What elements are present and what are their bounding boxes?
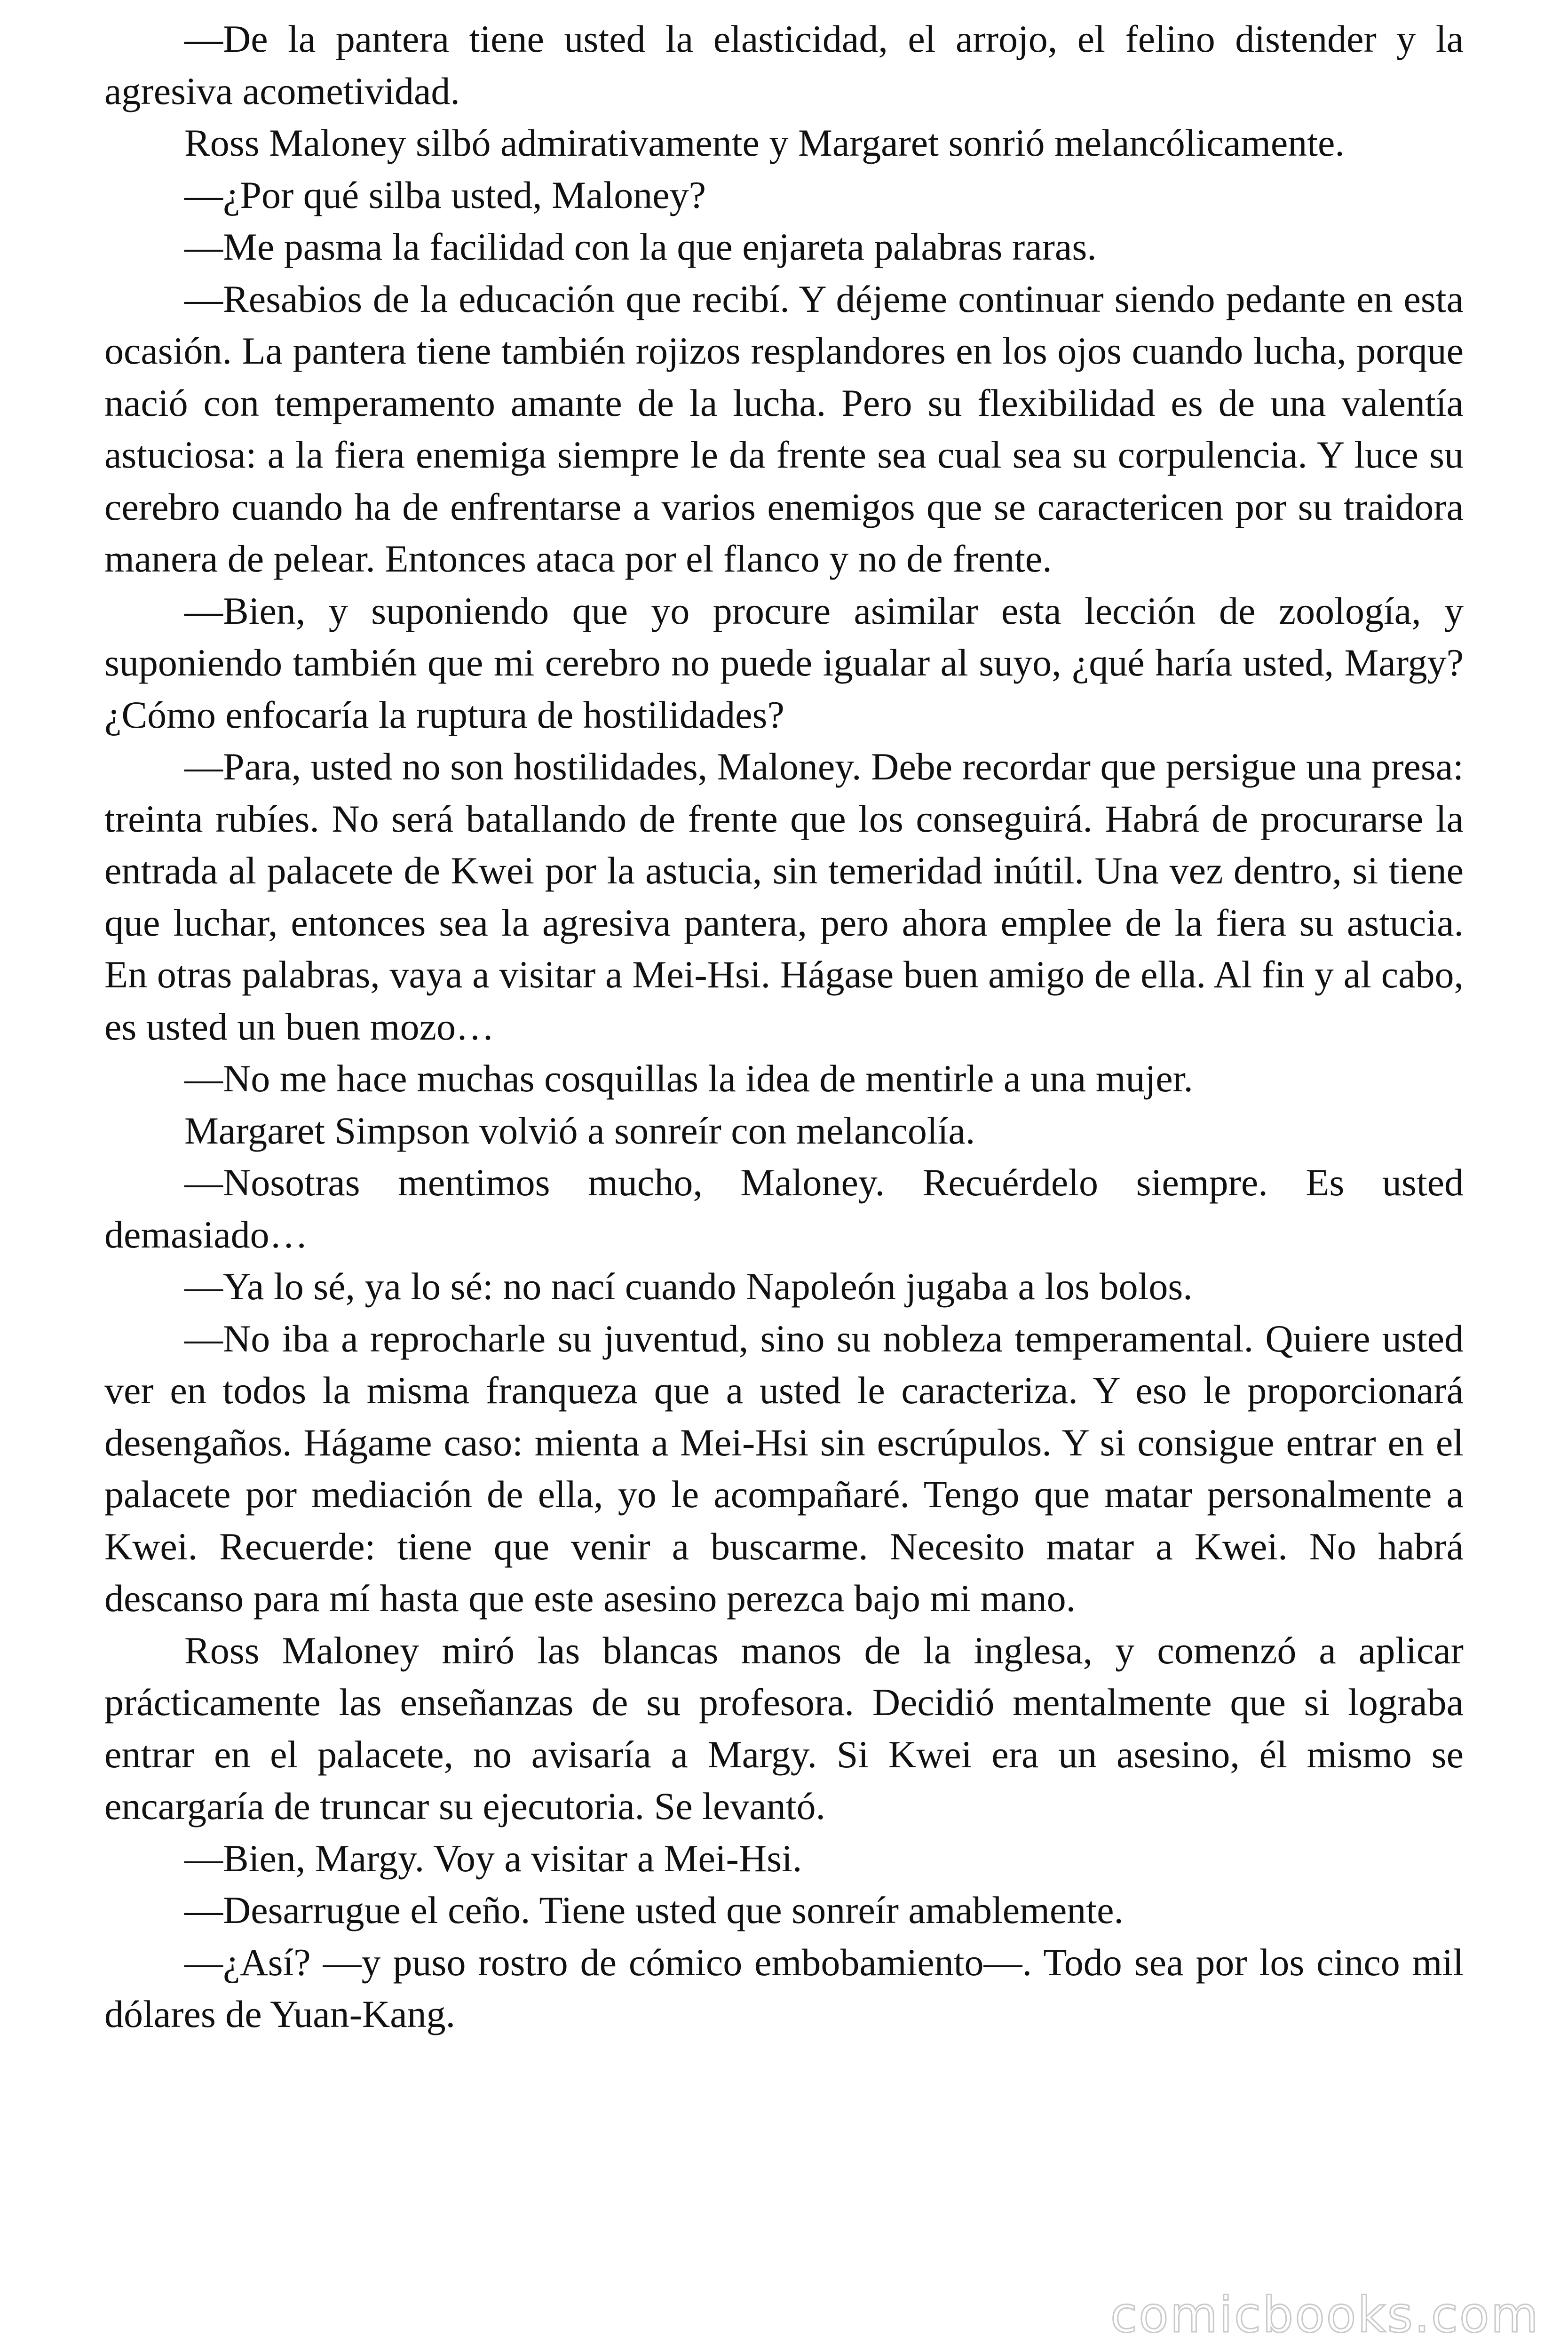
paragraph: —Ya lo sé, ya lo sé: no nací cuando Napoleón jugaba a los bolos.: [184, 1265, 1193, 1308]
paragraph: —De la pantera tiene usted la elasticidad, el arrojo, el felino distender y la agresiva acometividad.: [104, 17, 1464, 112]
paragraph: —Nosotras mentimos mucho, Maloney. Recuérdelo siempre. Es usted demasiado…: [104, 1161, 1464, 1256]
paragraph: —¿Por qué silba usted, Maloney?: [184, 173, 706, 216]
paragraph: —¿Así? —y puso rostro de cómico embobamiento—. Todo sea por los cinco mil dólares de Yuan-Kang.: [104, 1940, 1464, 2035]
paragraph: —No me hace muchas cosquillas la idea de mentirle a una mujer.: [184, 1057, 1193, 1100]
paragraph: —Resabios de la educación que recibí. Y déjeme continuar siendo pedante en esta ocasión. La pantera tiene también rojizos resplandores en los ojos cuando lucha, porque nació con temperamento amante de la lucha. Pero su flexibilidad es de una valentía astuciosa: a la fiera enemiga siempre le da frente sea cual sea su corpulencia. Y luce su cerebro cuando ha de enfrentarse a varios enemigos que se caractericen por su traidora manera de pelear. Entonces ataca por el flanco y no de frente.: [104, 277, 1464, 580]
watermark: comicbooks.com: [1110, 2286, 1540, 2344]
paragraph: —Desarrugue el ceño. Tiene usted que sonreír amablemente.: [184, 1889, 1124, 1931]
paragraph: —No iba a reprocharle su juventud, sino su nobleza temperamental. Quiere usted ver en todos la misma franqueza que a usted le caracteriza. Y eso le proporcionará desengaños. Hágame caso: mienta a Mei-Hsi sin escrúpulos. Y si consigue entrar en el palacete por mediación de ella, yo le acompañaré. Tengo que matar personalmente a Kwei. Recuerde: tiene que venir a buscarme. Necesito matar a Kwei. No habrá descanso para mí hasta que este asesino perezca bajo mi mano.: [104, 1317, 1464, 1620]
paragraph: Margaret Simpson volvió a sonreír con melancolía.: [184, 1109, 975, 1152]
paragraph: —Bien, Margy. Voy a visitar a Mei-Hsi.: [184, 1836, 802, 1880]
paragraph: —Para, usted no son hostilidades, Maloney. Debe recordar que persigue una presa: treinta rubíes. No será batallando de frente que los conseguirá. Habrá de procurarse la entrada al palacete de Kwei por la astucia, sin temeridad inútil. Una vez dentro, si tiene que luchar, entonces sea la agresiva pantera, pero ahora emplee de la fiera su astucia. En otras palabras, vaya a visitar a Mei-Hsi. Hágase buen amigo de ella. Al fin y al cabo, es usted un buen mozo…: [104, 745, 1464, 1048]
paragraph: Ross Maloney miró las blancas manos de la inglesa, y comenzó a aplicar prácticamente las enseñanzas de su profesora. Decidió mentalmente que si lograba entrar en el palacete, no avisaría a Margy. Si Kwei era un asesino, él mismo se encargaría de truncar su ejecutoria. Se levantó.: [104, 1629, 1464, 1828]
paragraph: —Me pasma la facilidad con la que enjareta palabras raras.: [184, 225, 1097, 268]
paragraph: —Bien, y suponiendo que yo procure asimilar esta lección de zoología, y suponiendo también que mi cerebro no puede igualar al suyo, ¿qué haría usted, Margy? ¿Cómo enfocaría la ruptura de hostilidades?: [104, 589, 1464, 736]
body-text: [104, 13, 1464, 2041]
paragraph: Ross Maloney silbó admirativamente y Margaret sonrió melancólicamente.: [184, 121, 1345, 164]
